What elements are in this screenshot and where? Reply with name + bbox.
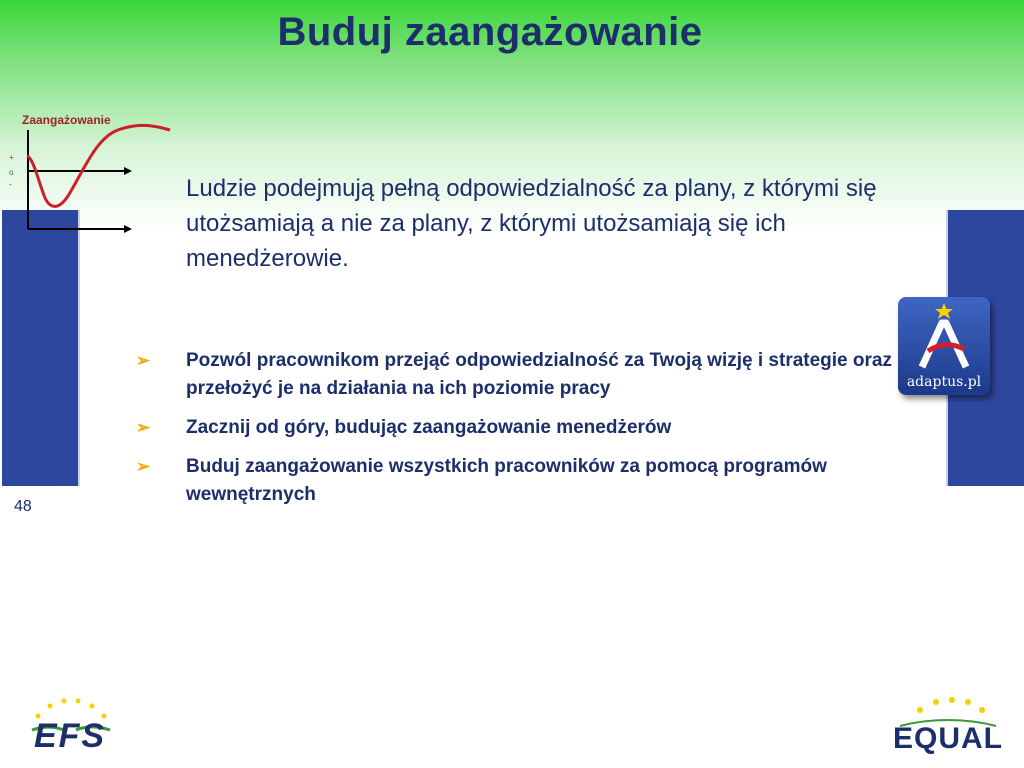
bullet-arrow-icon: ➢ xyxy=(136,457,151,476)
bullet-arrow-icon: ➢ xyxy=(136,351,151,370)
equal-logo xyxy=(890,696,1006,758)
engagement-curve-graphic xyxy=(0,108,180,238)
equal-logo-text: EQUAL xyxy=(893,722,1003,755)
slide-title: Buduj zaangażowanie xyxy=(277,10,703,54)
bullet-text: Zacznij od góry, budując zaangażowanie menedżerów xyxy=(186,417,672,438)
bullet-item xyxy=(136,347,916,403)
engagement-curve xyxy=(27,125,170,206)
left-accent-bar xyxy=(2,210,80,486)
graph-minus-label: - xyxy=(9,180,12,189)
graph-plus-label: + xyxy=(9,153,14,162)
bullet-arrow-icon: ➢ xyxy=(136,418,151,437)
bullet-item xyxy=(136,414,916,442)
bullet-item xyxy=(136,453,916,509)
intro-paragraph: Ludzie podejmują pełną odpowiedzialność za plany, z którymi się utożsamiają a nie za plany, z którymi utożsamiają się ich menedżerowie. xyxy=(186,175,877,272)
adaptus-a-icon xyxy=(898,297,990,377)
efs-logo xyxy=(24,696,116,758)
graph-baseline-arrowhead xyxy=(124,225,132,233)
page-number: 48 xyxy=(14,498,32,515)
bullet-text: Buduj zaangażowanie wszystkich pracowników za pomocą programów wewnętrznych xyxy=(186,456,827,505)
efs-logo-text: EFS xyxy=(33,717,107,755)
graph-zero-label: o xyxy=(9,168,14,177)
graph-label: Zaangażowanie xyxy=(22,113,111,127)
adaptus-logo xyxy=(898,297,990,395)
graph-zero-arrowhead xyxy=(124,167,132,175)
bullet-text: Pozwól pracownikom przejąć odpowiedzialność za Twoją wizję i strategie oraz przełożyć je na działania na ich poziomie pracy xyxy=(186,350,892,399)
adaptus-logo-text: adaptus.pl xyxy=(906,374,982,390)
bullet-list xyxy=(136,347,916,520)
